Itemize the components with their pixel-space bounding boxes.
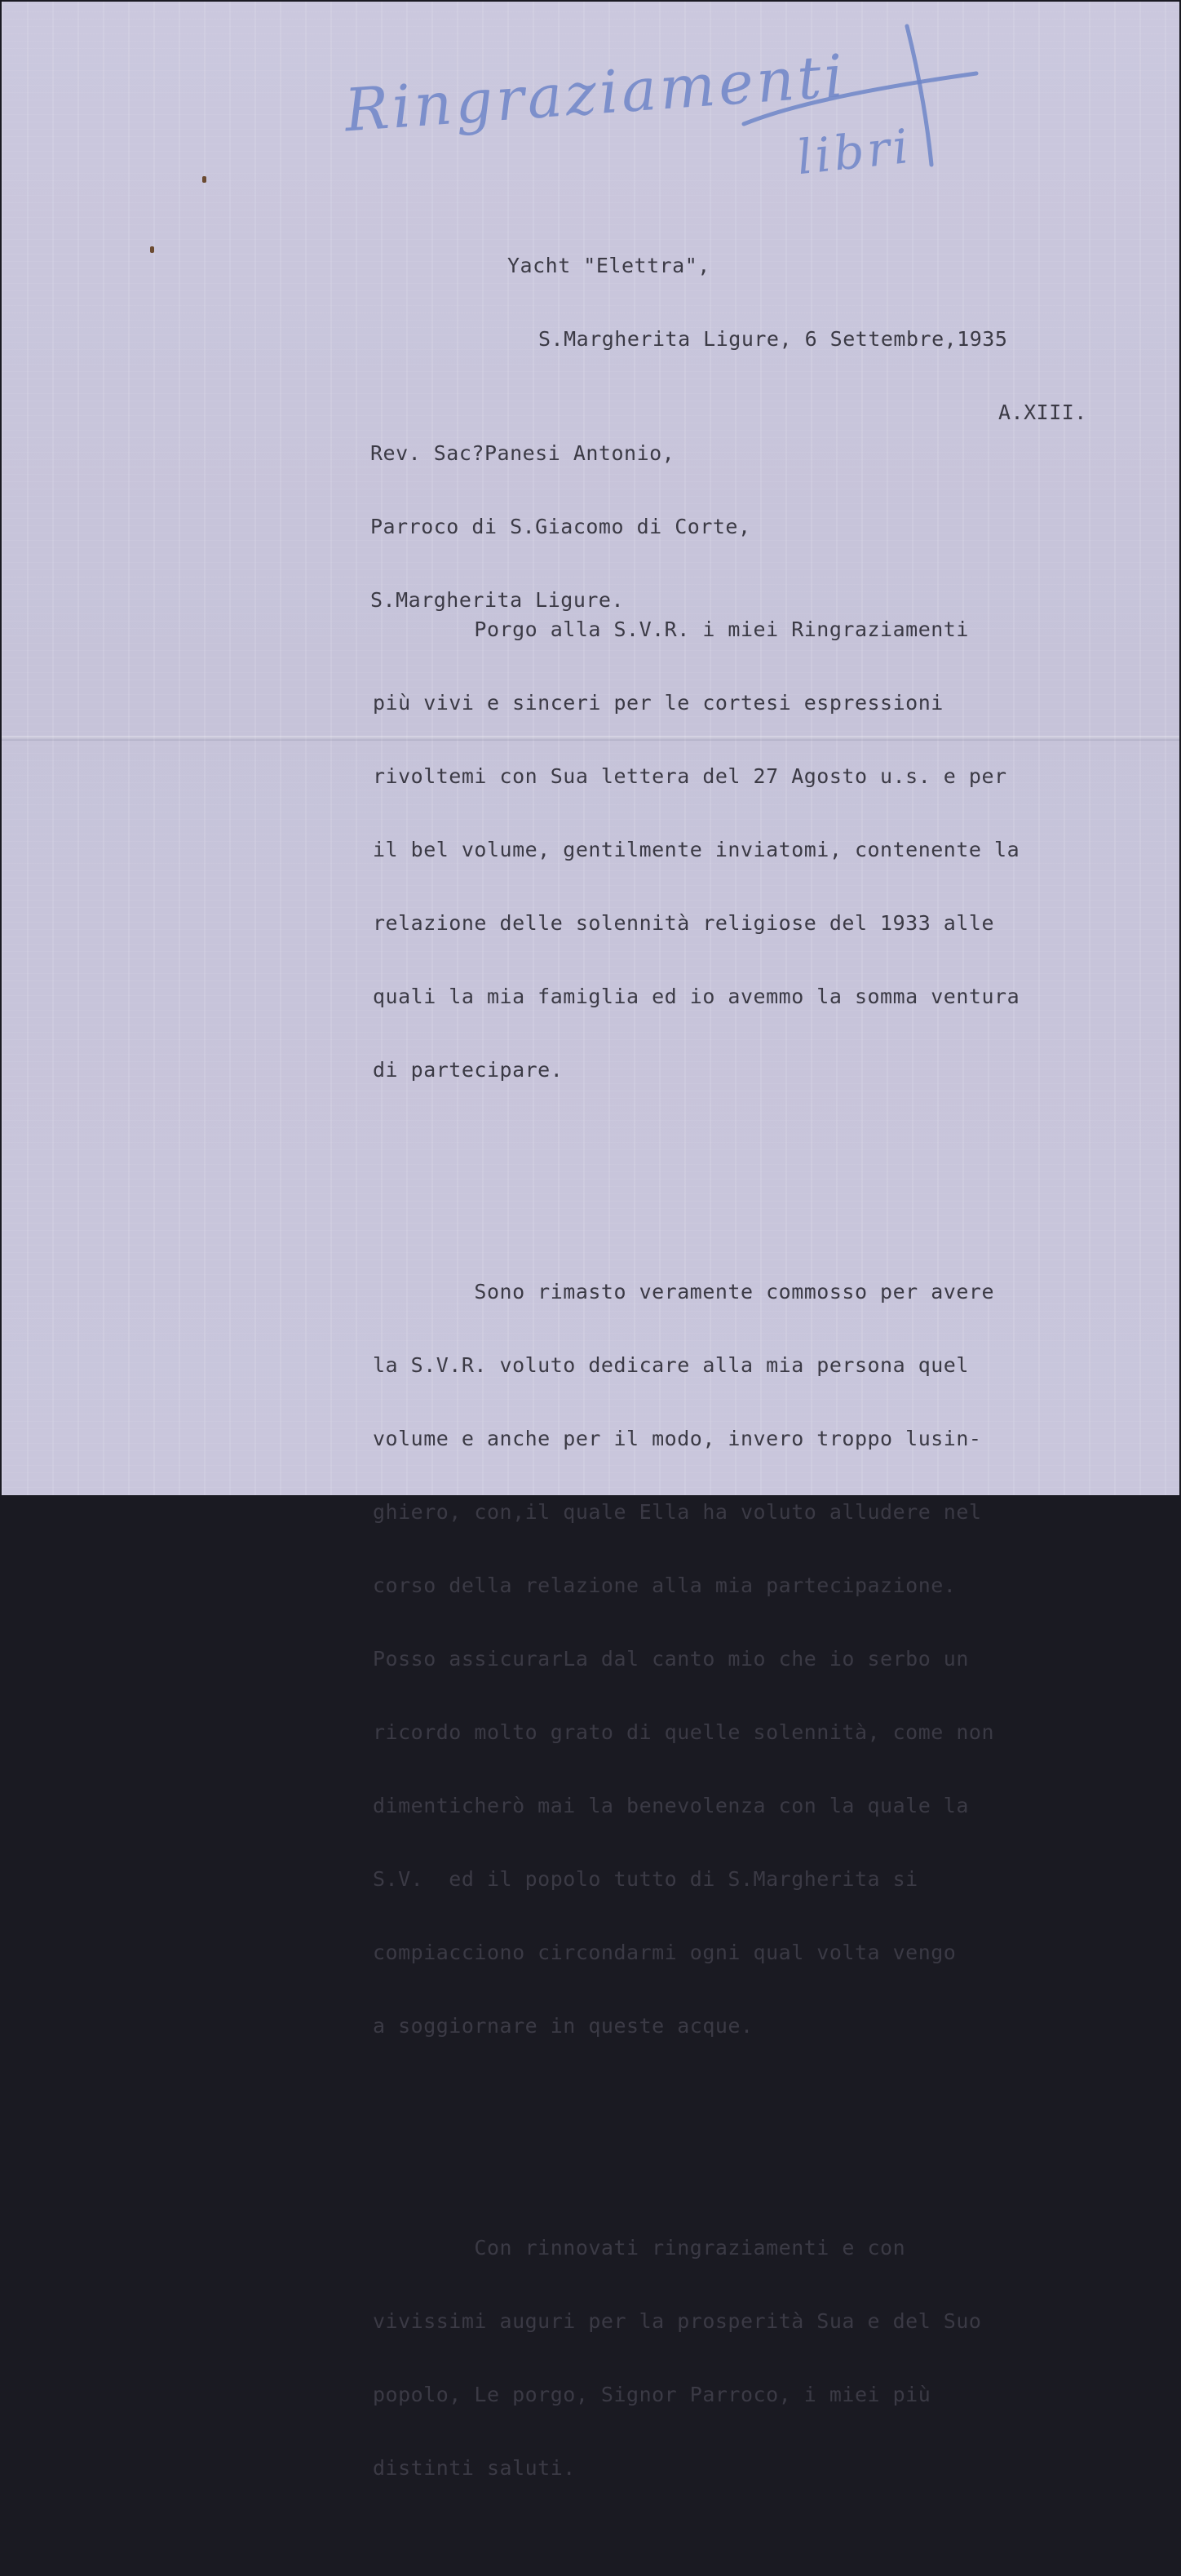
body-line: dimenticherò mai la benevolenza con la quale la [373,1794,969,1817]
body-line: vivissimi auguri per la prosperità Sua e del Suo [373,2309,982,2333]
fascist-era-year: A.XIII. [998,401,1087,424]
body-line: relazione delle solennità religiose del 1933 alle [373,911,995,935]
recipient-title: Parroco di S.Giacomo di Corte, [370,515,751,538]
recipient-city: S.Margherita Ligure. [370,588,625,612]
body-line: rivoltemi con Sua lettera del 27 Agosto u.s. e per [373,764,1007,788]
body-line: volume e anche per il modo, invero troppo lusin- [373,1427,982,1450]
body-line: Porgo alla S.V.R. i miei Ringraziamenti [373,617,969,641]
body-line: corso della relazione alla mia partecipazione. [373,1573,957,1597]
letter-body [373,522,1020,2576]
body-line: a soggiornare in queste acque. [373,2014,754,2038]
body-line: Posso assicurarLa dal canto mio che io serbo un [373,1647,969,1671]
letter-sheet [2,2,1179,2480]
body-line: distinti saluti. [373,2456,576,2480]
body-line: compiacciono circondarmi ogni qual volta vengo [373,1941,957,1964]
paragraph-gap [373,2134,1020,2140]
body-line: ghiero, con,il quale Ella ha voluto alludere nel [373,1500,982,1524]
body-line: S.V. ed il popolo tutto di S.Margherita si [373,1867,918,1891]
paragraph-1 [373,569,1020,1131]
recipient-name: Rev. Sac?Panesi Antonio, [370,441,675,465]
paper-speck [150,246,154,253]
paragraph-3 [373,2188,1020,2529]
paragraph-gap [373,1178,1020,1184]
place-and-date: S.Margherita Ligure, 6 Settembre,1935 [538,327,1008,351]
paragraph-2 [373,1232,1020,2087]
handwritten-annotation: Ringraziamenti [342,41,849,145]
body-line: Sono rimasto veramente commosso per avere [373,1280,995,1303]
body-line: Con rinnovati ringraziamenti e con [373,2236,906,2260]
body-line: la S.V.R. voluto dedicare alla mia persona quel [373,1353,969,1377]
body-line: popolo, Le porgo, Signor Parroco, i miei più [373,2383,931,2406]
sender-location: Yacht "Elettra", [507,254,710,277]
body-line: più vivi e sinceri per le cortesi espressioni [373,691,944,715]
body-line: ricordo molto grato di quelle solennità, come non [373,1720,995,1744]
body-line: il bel volume, gentilmente inviatomi, contenente la [373,838,1020,861]
body-line: quali la mia famiglia ed io avemmo la somma ventura [373,985,1020,1008]
handwritten-annotation-second-line: libri [794,117,914,186]
body-line: di partecipare. [373,1058,564,1082]
